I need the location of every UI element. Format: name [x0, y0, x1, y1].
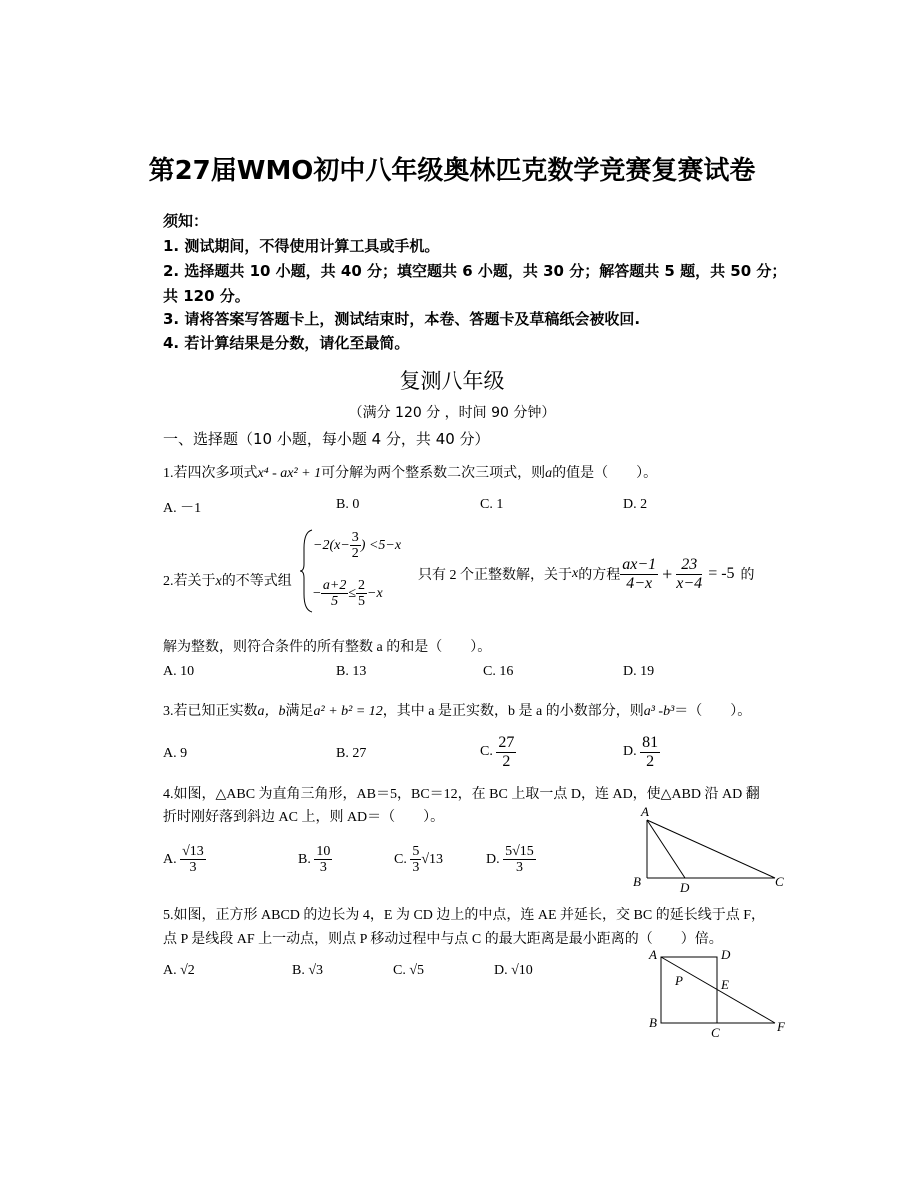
- q3-optd-label: D.: [623, 744, 637, 760]
- q2-ineq2-num: a+2: [322, 578, 347, 593]
- q4-optd-label: D.: [486, 851, 500, 867]
- score-line: （满分 120 分 ，时间 90 分钟）: [348, 405, 556, 421]
- question-3: [163, 700, 751, 720]
- notice-item: 4. 若计算结果是分数，请化至最简。: [163, 334, 410, 352]
- fraction: [350, 530, 361, 562]
- fraction: [676, 556, 702, 592]
- q2-prefix: 2.若关于: [163, 574, 216, 589]
- fig-label-c: C: [775, 874, 784, 889]
- notice-item: 1. 测试期间，不得使用计算工具或手机。: [163, 237, 440, 255]
- fig-label-a: A: [649, 947, 657, 962]
- q5-option-c: C. √5: [393, 963, 425, 978]
- fig-label-p: P: [675, 973, 683, 988]
- q5-option-b: B. √3: [292, 963, 324, 978]
- q2-x: x: [215, 574, 222, 589]
- q4-optb-den: 3: [319, 860, 327, 876]
- q4-opta-den: 3: [189, 860, 197, 876]
- fig-label-c: C: [711, 1025, 720, 1040]
- q3-text4: ＝（ ）。: [674, 704, 752, 719]
- fig-label-d: D: [680, 880, 690, 894]
- q3-optd-num: 81: [642, 734, 659, 751]
- q3-text2: 满足: [285, 704, 314, 719]
- q2-ineq1-num: 3: [351, 530, 359, 545]
- section-heading: 一、选择题（10 小题，每小题 4 分，共 40 分）: [163, 430, 490, 448]
- q2-plus: +: [662, 563, 673, 584]
- q2-option-b: B. 13: [336, 664, 367, 679]
- fig-label-b: B: [633, 874, 641, 889]
- q4-option-d: [486, 844, 536, 876]
- q2-mid: 的不等式组: [221, 574, 292, 589]
- fraction: [640, 734, 660, 770]
- q3-expr2: a³ -b³: [643, 704, 675, 719]
- q4-optc-label: C.: [394, 851, 407, 867]
- fig-label-e: E: [721, 977, 729, 992]
- q3-text3: ，其中 a 是正实数，b 是 a 的小数部分，则: [382, 704, 644, 719]
- q3-optc-den: 2: [502, 752, 511, 770]
- question-1: [163, 462, 657, 482]
- q1-option-a: A. －1: [163, 501, 202, 516]
- q3-option-a: A. 9: [163, 746, 188, 761]
- question-5-line1: 5.如图，正方形 ABCD 的边长为 4，E 为 CD 边上的中点，连 AE 并延长，交 BC 的延长线于点 F，: [163, 908, 766, 923]
- q3-option-b: B. 27: [336, 746, 367, 761]
- q2-option-a: A. 10: [163, 664, 195, 679]
- q1-option-c: C. 1: [480, 497, 504, 512]
- square-figure: [645, 945, 795, 1040]
- q5-option-d: D. √10: [494, 963, 533, 978]
- q1-option-d: D. 2: [623, 497, 648, 512]
- notice-item: 2. 选择题共 10 小题，共 40 分；填空题共 6 小题，共 30 分；解答题共 5 题，共 50 分；: [163, 262, 787, 280]
- question-4-line2: 折时刚好落到斜边 AC 上，则 AD＝（ ）。: [163, 810, 445, 825]
- q4-optb-num: 10: [316, 844, 331, 859]
- notice-item: 3. 请将答案写答题卡上，测试结束时，本卷、答题卡及草稿纸会被收回.: [163, 310, 641, 328]
- q2-inequality-2: [313, 578, 383, 610]
- q3-optc-label: C.: [480, 744, 493, 760]
- fig-label-f: F: [777, 1019, 785, 1034]
- q3-text1: 3.若已知正实数: [163, 704, 258, 719]
- q2-after2: 的方程: [578, 568, 621, 584]
- fraction: [314, 844, 332, 876]
- q4-option-a: [163, 844, 206, 876]
- q2-ineq1-right: ) <5−x: [360, 538, 402, 554]
- q2-end: 的: [740, 568, 755, 584]
- q2-eq-num2: 23: [676, 556, 702, 575]
- q2-eq-den1: 4−x: [626, 574, 653, 592]
- fraction: [321, 578, 348, 610]
- fraction: [496, 734, 516, 770]
- q1-suffix: 可分解为两个整系数二次三项式，则: [321, 466, 546, 481]
- q2-x2: x: [572, 566, 579, 582]
- q2-ineq2-den: 5: [331, 594, 339, 610]
- notice-heading: 须知：: [163, 212, 209, 230]
- q2-eq-den2: x−4: [676, 574, 703, 592]
- q4-option-c: [394, 844, 443, 876]
- q2-line2: 解为整数，则符合条件的所有整数 a 的和是（ ）。: [163, 640, 492, 655]
- q2-minus: −: [313, 586, 321, 602]
- q2-ineq1-left: −2(x−: [313, 538, 350, 554]
- question-2-text: [163, 570, 292, 590]
- fraction: [356, 578, 367, 610]
- q2-option-c: C. 16: [483, 664, 514, 679]
- fig-label-a: A: [641, 804, 649, 819]
- q1-expr: x⁴ - ax² + 1: [257, 466, 322, 481]
- q4-opta-num: √13: [182, 844, 204, 859]
- q5-option-a: A. √2: [163, 963, 195, 978]
- q2-equation: [418, 556, 755, 592]
- q2-ineq2-num2: 2: [358, 578, 366, 593]
- page-title: 第27届WMO初中八年级奥林匹克数学竞赛复赛试卷: [148, 156, 756, 186]
- q2-option-d: D. 19: [623, 664, 655, 679]
- fraction: [180, 844, 206, 876]
- fig-label-d: D: [721, 947, 731, 962]
- q3-option-c: [480, 734, 516, 770]
- q2-ineq2-right: −x: [367, 586, 383, 602]
- q3-option-d: [623, 734, 660, 770]
- q2-eq-right: = -5: [708, 565, 735, 583]
- q2-inequality-1: [313, 530, 401, 562]
- q2-le: ≤: [348, 586, 357, 602]
- q4-optc-root: √13: [421, 851, 444, 867]
- q4-optb-label: B.: [298, 851, 311, 867]
- q4-option-b: [298, 844, 332, 876]
- q4-optd-den: 3: [515, 860, 523, 876]
- triangle-figure: [625, 802, 795, 894]
- q4-optc-num: 5: [412, 844, 420, 859]
- q1-end: 的值是（ ）。: [552, 466, 658, 481]
- q3-ab: a，b: [257, 704, 286, 719]
- question-5-line2: 点 P 是线段 AF 上一动点，则点 P 移动过程中与点 C 的最大距离是最小距离的（ ）倍。: [163, 932, 723, 947]
- fraction: [503, 844, 536, 876]
- notice-item: 共 120 分。: [163, 287, 250, 305]
- q4-opta-label: A.: [163, 851, 177, 867]
- q1-var: a: [545, 466, 553, 481]
- q1-option-b: B. 0: [336, 497, 360, 512]
- q4-optd-num: 5√15: [505, 844, 534, 859]
- q4-optc-den: 3: [412, 860, 420, 876]
- q2-after: 只有 2 个正整数解，关于: [418, 568, 572, 584]
- q3-expr: a² + b² = 12: [313, 704, 383, 719]
- q2-ineq1-den: 2: [351, 546, 359, 562]
- fraction: [410, 844, 421, 876]
- q3-optd-den: 2: [646, 752, 655, 770]
- brace-icon: [300, 528, 314, 614]
- question-4-line1: 4.如图，△ABC 为直角三角形，AB＝5，BC＝12，在 BC 上取一点 D，连 AD，使△ABD 沿 AD 翻: [163, 787, 760, 802]
- q2-ineq2-den2: 5: [358, 594, 366, 610]
- q1-prefix: 1.若四次多项式: [163, 466, 258, 481]
- q3-optc-num: 27: [498, 734, 515, 751]
- fraction: [620, 556, 658, 592]
- fig-label-b: B: [649, 1015, 657, 1030]
- q2-eq-num1: ax−1: [622, 556, 657, 573]
- subtitle: 复测八年级: [399, 369, 505, 393]
